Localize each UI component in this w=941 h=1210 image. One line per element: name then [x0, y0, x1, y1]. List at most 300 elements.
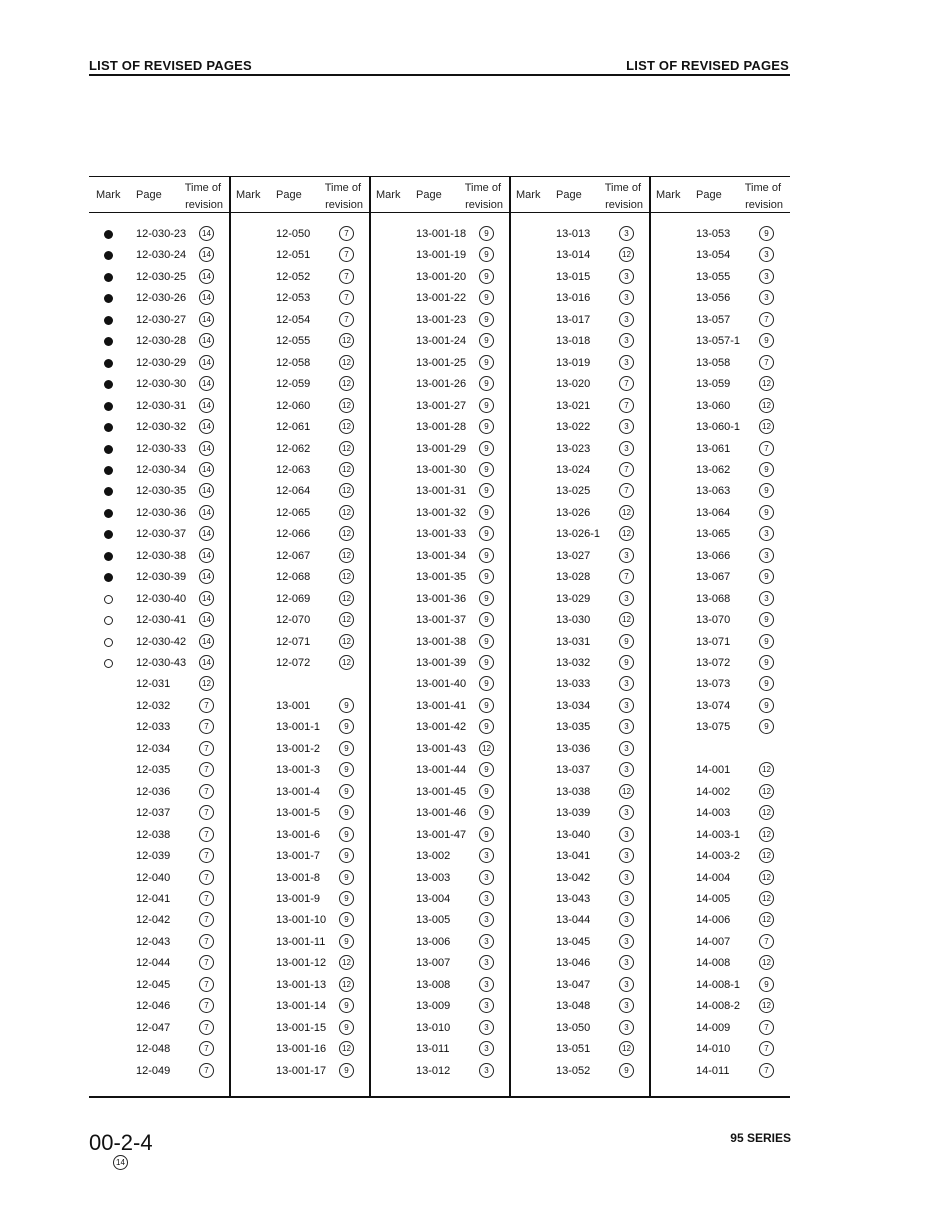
- table-row: [229, 1062, 369, 1083]
- table-row: [649, 718, 789, 739]
- revision-circle: 3: [619, 955, 634, 970]
- revision-circle: 9: [479, 247, 494, 262]
- page-number: 13-001-18: [416, 228, 467, 240]
- table-row: [649, 289, 789, 310]
- revision-circle: 9: [339, 741, 354, 756]
- revision-circle: 9: [759, 612, 774, 627]
- revision-circle: 9: [759, 698, 774, 713]
- revision-circle: 12: [339, 419, 354, 434]
- revision-circle: 9: [479, 269, 494, 284]
- table-row: [509, 482, 649, 503]
- revision-circle: 3: [619, 290, 634, 305]
- page-number: 12-044: [136, 957, 171, 970]
- page-number: 12-047: [136, 1021, 171, 1034]
- table-row: [509, 268, 649, 289]
- revision-circle: 7: [619, 483, 634, 498]
- page-number: 13-044: [556, 914, 591, 927]
- table-row: [649, 504, 789, 525]
- table-row: [369, 311, 509, 332]
- page-number: 13-041: [556, 850, 591, 863]
- revision-circle: 7: [759, 355, 774, 370]
- table-row: [369, 590, 509, 611]
- table-row: [229, 954, 369, 975]
- table-row: [509, 289, 649, 310]
- revision-circle: 9: [479, 612, 494, 627]
- page-number: 13-001-38: [416, 635, 467, 648]
- open-circle-mark-icon: [104, 595, 113, 604]
- revision-circle: 9: [339, 891, 354, 906]
- column-header-page: Page: [276, 189, 302, 201]
- table-row: [649, 354, 789, 375]
- page-number: 13-001-15: [276, 1021, 327, 1034]
- revision-circle: 3: [619, 333, 634, 348]
- revision-circle: 14: [199, 312, 214, 327]
- table-row: [509, 1062, 649, 1083]
- page-number: 13-046: [556, 957, 591, 970]
- page-number: 13-022: [556, 421, 591, 434]
- table-row: [509, 375, 649, 396]
- page-number: 12-061: [276, 421, 311, 434]
- page-number: 13-060: [696, 399, 731, 412]
- revision-circle: 9: [759, 634, 774, 649]
- page-number: 12-067: [276, 549, 311, 562]
- page-number: 12-045: [136, 978, 171, 991]
- revision-circle: 3: [619, 591, 634, 606]
- table-row: [649, 590, 789, 611]
- table-row: [89, 611, 229, 632]
- table-row: [369, 890, 509, 911]
- revision-circle: 12: [339, 548, 354, 563]
- page-number: 13-068: [696, 592, 731, 605]
- revision-circle: 14: [199, 247, 214, 262]
- filled-dot-mark-icon: [104, 509, 113, 518]
- page-number: 13-074: [696, 699, 731, 712]
- table-row: [89, 332, 229, 353]
- revision-circle: 9: [619, 655, 634, 670]
- table-row: [369, 225, 509, 246]
- revision-circle: 3: [619, 419, 634, 434]
- revision-circle: 9: [339, 912, 354, 927]
- page-number: 13-001-32: [416, 506, 467, 519]
- table-row: [369, 547, 509, 568]
- revision-circle: 9: [339, 934, 354, 949]
- table-row: [369, 332, 509, 353]
- table-row: [649, 1040, 789, 1061]
- table-row: [649, 697, 789, 718]
- table-row: [369, 397, 509, 418]
- table-row: [649, 311, 789, 332]
- page-number: 12-034: [136, 742, 171, 755]
- page-number: 13-001-1: [276, 721, 321, 734]
- table-row: [89, 440, 229, 461]
- page-number: 13-037: [556, 764, 591, 777]
- page-number: 13-018: [556, 335, 591, 348]
- revision-circle: 3: [479, 891, 494, 906]
- revision-circle: 7: [199, 934, 214, 949]
- revision-circle: 7: [199, 848, 214, 863]
- table-row: [509, 804, 649, 825]
- revision-circle: 7: [759, 1063, 774, 1078]
- table-row: [229, 461, 369, 482]
- revision-circle: 3: [759, 548, 774, 563]
- revision-circle: 12: [759, 912, 774, 927]
- column-header-revision: revision: [465, 199, 503, 211]
- revision-circle: 9: [479, 333, 494, 348]
- table-row: [89, 783, 229, 804]
- table-row: [509, 568, 649, 589]
- column-header-time-of: Time of: [744, 182, 781, 194]
- page-number: 13-023: [556, 442, 591, 455]
- table-row: [229, 225, 369, 246]
- revision-circle: 3: [619, 698, 634, 713]
- revision-circle: 9: [339, 719, 354, 734]
- column-header-page: Page: [416, 189, 442, 201]
- page-number: 13-030: [556, 614, 591, 627]
- revision-circle: 3: [619, 977, 634, 992]
- page-number: 13-001-42: [416, 721, 467, 734]
- page-number: 12-030-34: [136, 463, 187, 476]
- page-number: 13-001-46: [416, 807, 467, 820]
- revision-circle: 3: [619, 226, 634, 241]
- table-row: [229, 418, 369, 439]
- revision-circle: 9: [339, 698, 354, 713]
- table-row: [509, 354, 649, 375]
- page-number: 13-001-29: [416, 442, 467, 455]
- page-number: 12-049: [136, 1064, 171, 1077]
- page-number: 12-041: [136, 892, 171, 905]
- revision-circle: 3: [759, 247, 774, 262]
- table-row: [369, 1019, 509, 1040]
- page-number: 13-001-27: [416, 399, 467, 412]
- table-row: [229, 675, 369, 696]
- table-row: [649, 869, 789, 890]
- table-row: [649, 1062, 789, 1083]
- table-row: [509, 461, 649, 482]
- revision-circle: 9: [479, 634, 494, 649]
- filled-dot-mark-icon: [104, 294, 113, 303]
- table-row: [369, 933, 509, 954]
- table-row: [229, 718, 369, 739]
- table-row: [369, 911, 509, 932]
- revision-circle: 14: [199, 655, 214, 670]
- column-header-mark: Mark: [236, 189, 261, 201]
- revision-circle: 3: [479, 977, 494, 992]
- revision-circle: 12: [759, 376, 774, 391]
- revision-circle: 7: [759, 312, 774, 327]
- table-row: [649, 783, 789, 804]
- table-row: [649, 826, 789, 847]
- revision-circle: 3: [619, 548, 634, 563]
- table-row: [369, 268, 509, 289]
- revision-circle: 7: [199, 1041, 214, 1056]
- revision-circle: 12: [339, 441, 354, 456]
- revision-circle: 12: [759, 848, 774, 863]
- page-number: 13-036: [556, 742, 591, 755]
- table-row: [649, 997, 789, 1018]
- table-row: [89, 911, 229, 932]
- revision-circle: 3: [619, 741, 634, 756]
- table-row: [89, 654, 229, 675]
- revision-circle: 9: [479, 719, 494, 734]
- table-row: [509, 697, 649, 718]
- table-row: [89, 375, 229, 396]
- table-row: [369, 568, 509, 589]
- revision-circle: 7: [339, 290, 354, 305]
- table-row: [229, 847, 369, 868]
- filled-dot-mark-icon: [104, 487, 113, 496]
- revision-circle: 3: [619, 1020, 634, 1035]
- table-row: [229, 783, 369, 804]
- table-row: [369, 504, 509, 525]
- table-row: [509, 869, 649, 890]
- table-row: [509, 997, 649, 1018]
- table-row: [369, 697, 509, 718]
- revision-circle: 14: [199, 333, 214, 348]
- page-number: 13-008: [416, 978, 451, 991]
- table-row: [509, 976, 649, 997]
- table-row: [649, 397, 789, 418]
- page-number: 13-001-14: [276, 1000, 327, 1013]
- column-header-mark: Mark: [96, 189, 121, 201]
- page-number: 13-043: [556, 892, 591, 905]
- page-number: 12-040: [136, 871, 171, 884]
- page-number: 13-001-35: [416, 571, 467, 584]
- page-number: 12-030-40: [136, 592, 187, 605]
- column-divider: [369, 177, 371, 1097]
- revision-circle: 9: [479, 805, 494, 820]
- table-row: [229, 311, 369, 332]
- filled-dot-mark-icon: [104, 380, 113, 389]
- revision-circle: 14: [199, 398, 214, 413]
- page-number: 13-001-33: [416, 528, 467, 541]
- table-row: [89, 997, 229, 1018]
- revision-circle: 12: [339, 655, 354, 670]
- page-number: 13-060-1: [696, 421, 741, 434]
- revised-pages-table: [89, 176, 790, 1097]
- page-number: 13-050: [556, 1021, 591, 1034]
- table-row: [229, 504, 369, 525]
- page-number: 13-075: [696, 721, 731, 734]
- page-number: 13-001-39: [416, 657, 467, 669]
- page-number: 12-030-25: [136, 270, 187, 283]
- revision-circle: 9: [479, 784, 494, 799]
- column-header-time-of: Time of: [184, 182, 221, 194]
- table-row: [89, 289, 229, 310]
- table-row: [229, 911, 369, 932]
- revision-circle: 7: [339, 247, 354, 262]
- table-row: [229, 268, 369, 289]
- footer-revision-circle: 14: [113, 1155, 128, 1170]
- page-number: 13-029: [556, 592, 591, 605]
- page-number: 13-055: [696, 270, 731, 283]
- page-number: 13-001-41: [416, 699, 467, 712]
- revision-circle: 9: [479, 462, 494, 477]
- revision-circle: 9: [479, 376, 494, 391]
- revision-circle: 3: [759, 290, 774, 305]
- table-row: [369, 740, 509, 761]
- table-row: [369, 611, 509, 632]
- table-row: [369, 1040, 509, 1061]
- revision-circle: 9: [619, 634, 634, 649]
- revision-circle: 12: [619, 526, 634, 541]
- revision-circle: 7: [339, 312, 354, 327]
- table-row: [369, 525, 509, 546]
- page-number: 13-013: [556, 228, 591, 240]
- page-number: 13-038: [556, 785, 591, 798]
- page-number: 13-001-45: [416, 785, 467, 798]
- revision-circle: 9: [479, 698, 494, 713]
- page-number: 14-004: [696, 871, 731, 884]
- table-row: [89, 761, 229, 782]
- revision-circle: 12: [619, 1041, 634, 1056]
- page-number: 13-061: [696, 442, 731, 455]
- page-number: 12-053: [276, 292, 311, 305]
- page-number: 13-001-11: [276, 935, 326, 948]
- column-divider: [229, 177, 231, 1097]
- revision-circle: 7: [199, 1020, 214, 1035]
- table-row: [369, 246, 509, 267]
- page-number: 12-054: [276, 313, 311, 326]
- table-row: [229, 354, 369, 375]
- table-row: [89, 418, 229, 439]
- table-row: [649, 654, 789, 675]
- page-number: 12-052: [276, 270, 311, 283]
- revision-circle: 14: [199, 419, 214, 434]
- revision-circle: 3: [619, 912, 634, 927]
- table-row: [89, 268, 229, 289]
- page-number: 13-009: [416, 1000, 451, 1013]
- page-number: 12-039: [136, 850, 171, 863]
- revision-circle: 9: [479, 441, 494, 456]
- table-row: [509, 504, 649, 525]
- revision-circle: 14: [199, 483, 214, 498]
- revision-circle: 9: [479, 355, 494, 370]
- revision-circle: 14: [199, 355, 214, 370]
- revision-circle: 9: [759, 226, 774, 241]
- table-row: [509, 246, 649, 267]
- table-row: [649, 675, 789, 696]
- revision-circle: 9: [339, 998, 354, 1013]
- revision-circle: 9: [759, 333, 774, 348]
- revision-circle: 9: [759, 676, 774, 691]
- table-row: [509, 633, 649, 654]
- table-row: [229, 525, 369, 546]
- table-row: [649, 418, 789, 439]
- revision-circle: 7: [199, 827, 214, 842]
- filled-dot-mark-icon: [104, 552, 113, 561]
- page-number: 13-007: [416, 957, 451, 970]
- table-row: [229, 590, 369, 611]
- table-row: [369, 954, 509, 975]
- page-number: 12-065: [276, 506, 311, 519]
- revision-circle: 12: [619, 505, 634, 520]
- revision-circle: 7: [199, 762, 214, 777]
- page-number: 12-037: [136, 807, 171, 820]
- table-row: [509, 397, 649, 418]
- revision-circle: 9: [339, 870, 354, 885]
- revision-circle: 7: [619, 376, 634, 391]
- revision-circle: 9: [339, 827, 354, 842]
- table-row: [369, 783, 509, 804]
- table-row: [229, 332, 369, 353]
- table-row: [89, 890, 229, 911]
- revision-circle: 12: [619, 784, 634, 799]
- page-number: 14-006: [696, 914, 731, 927]
- page-number: 13-001-37: [416, 614, 467, 627]
- page-number: 12-033: [136, 721, 171, 734]
- table-row: [89, 740, 229, 761]
- page-number: 12-055: [276, 335, 311, 348]
- table-bottom-rule: [89, 1096, 790, 1098]
- column-header-mark: Mark: [516, 189, 541, 201]
- revision-circle: 3: [479, 912, 494, 927]
- table-row: [649, 954, 789, 975]
- table-row: [229, 547, 369, 568]
- revision-circle: 3: [619, 762, 634, 777]
- revision-circle: 14: [199, 441, 214, 456]
- revision-circle: 3: [619, 719, 634, 734]
- table-row: [369, 826, 509, 847]
- revision-circle: 3: [619, 848, 634, 863]
- revision-circle: 12: [759, 827, 774, 842]
- revision-circle: 12: [339, 612, 354, 627]
- revision-circle: 9: [619, 1063, 634, 1078]
- table-row: [509, 826, 649, 847]
- table-row: [649, 461, 789, 482]
- page-number: 14-003-1: [696, 828, 741, 841]
- filled-dot-mark-icon: [104, 273, 113, 282]
- table-row: [649, 740, 789, 761]
- revision-circle: 7: [199, 977, 214, 992]
- page-number: 13-021: [556, 399, 591, 412]
- filled-dot-mark-icon: [104, 230, 113, 239]
- revision-circle: 9: [479, 591, 494, 606]
- page-number: 13-002: [416, 850, 451, 863]
- page-number: 13-042: [556, 871, 591, 884]
- table-row: [89, 311, 229, 332]
- table-row: [229, 890, 369, 911]
- page-number: 13-001-22: [416, 292, 467, 305]
- table-row: [649, 847, 789, 868]
- table-row: [369, 997, 509, 1018]
- table-row: [89, 547, 229, 568]
- column-divider: [649, 177, 651, 1097]
- table-row: [369, 976, 509, 997]
- page-number: 12-059: [276, 378, 311, 391]
- page-number: 13-001: [276, 699, 311, 712]
- page-number: 13-063: [696, 485, 731, 498]
- table-row: [89, 525, 229, 546]
- page-number: 13-001-19: [416, 249, 467, 262]
- page-number: 13-027: [556, 549, 591, 562]
- page-number: 13-031: [556, 635, 591, 648]
- revision-circle: 12: [759, 398, 774, 413]
- page-number: 12-030-27: [136, 313, 187, 326]
- revision-circle: 9: [479, 827, 494, 842]
- table-row: [509, 547, 649, 568]
- filled-dot-mark-icon: [104, 251, 113, 260]
- table-row: [89, 225, 229, 246]
- revision-circle: 7: [759, 441, 774, 456]
- page-number: 13-073: [696, 678, 731, 691]
- table-row: [369, 440, 509, 461]
- filled-dot-mark-icon: [104, 316, 113, 325]
- table-row: [649, 268, 789, 289]
- revision-circle: 3: [479, 1063, 494, 1078]
- table-row: [509, 440, 649, 461]
- revision-circle: 12: [759, 762, 774, 777]
- page-number: 14-001: [696, 764, 731, 777]
